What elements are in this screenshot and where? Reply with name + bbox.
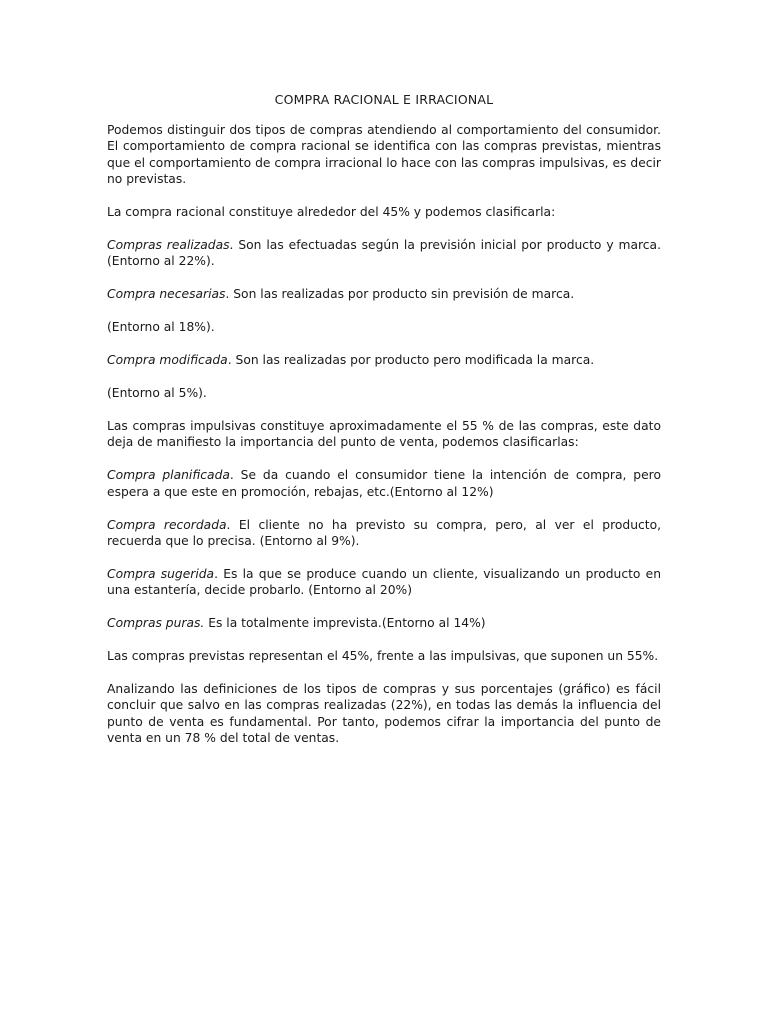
definition-text: . El cliente no ha previsto su compra, pero, al ver el producto, recuerda que lo precisa. (Entorno al 9%). [107, 517, 661, 548]
term-label: Compra sugerida [107, 566, 215, 581]
rational-item-necesarias [107, 286, 661, 302]
rational-note-necesarias: (Entorno al 18%). [107, 320, 215, 335]
impulse-item-puras [107, 615, 661, 631]
rational-intro-paragraph: La compra racional constituye alrededor del 45% y podemos clasificarla: [107, 205, 556, 220]
impulse-item-sugerida [107, 566, 661, 599]
term-label: Compra modificada [107, 353, 228, 368]
impulse-item-recordada [107, 517, 661, 550]
impulse-item-planificada [107, 467, 661, 500]
page-title: COMPRA RACIONAL E IRRACIONAL [274, 92, 494, 107]
term-label: Compra necesarias [107, 287, 226, 302]
term-label: Compras realizadas [107, 238, 230, 253]
document-page [107, 92, 661, 763]
term-label: Compra recordada [107, 517, 227, 532]
definition-text: . Se da cuando el consumidor tiene la intención de compra, pero espera a que este en promoción, rebajas, etc.(Entorno al 12%) [107, 468, 661, 499]
summary-paragraph: Las compras previstas representan el 45%, frente a las impulsivas, que suponen un 55%. [107, 649, 659, 664]
definition-text: . Son las realizadas por producto sin previsión de marca. [225, 287, 575, 302]
conclusion-paragraph: Analizando las definiciones de los tipos de compras y sus porcentajes (gráfico) es fácil concluir que salvo en las compras realizadas (22%), en todas las demás la influencia del punto de venta es fundamental. Por tanto, podemos cifrar la importancia del punto de venta en un 78 % del total de ventas. [107, 682, 661, 746]
rational-item-realizadas [107, 237, 661, 270]
term-label: Compras puras. [107, 616, 205, 631]
term-label: Compra planificada [107, 468, 230, 483]
rational-note-modificada: (Entorno al 5%). [107, 386, 207, 401]
rational-item-modificada [107, 352, 661, 368]
definition-text: . Son las realizadas por producto pero modificada la marca. [227, 353, 595, 368]
impulse-intro-paragraph: Las compras impulsivas constituye aproximadamente el 55 % de las compras, este dato deja de manifiesto la importancia del punto de venta, podemos clasificarlas: [107, 418, 661, 450]
definition-text: Es la totalmente imprevista.(Entorno al 14%) [204, 616, 486, 631]
intro-paragraph: Podemos distinguir dos tipos de compras atendiendo al comportamiento del consumidor. El comportamiento de compra racional se identifica con las compras previstas, mientras que el comportamiento de compra irracional lo hace con las compras impulsivas, es decir no previstas. [107, 123, 661, 187]
definition-text: . Son las efectuadas según la previsión inicial por producto y marca.(Entorno al 22%). [107, 238, 662, 269]
definition-text: . Es la que se produce cuando un cliente, visualizando un producto en una estantería, decide probarlo. (Entorno al 20%) [107, 566, 662, 598]
